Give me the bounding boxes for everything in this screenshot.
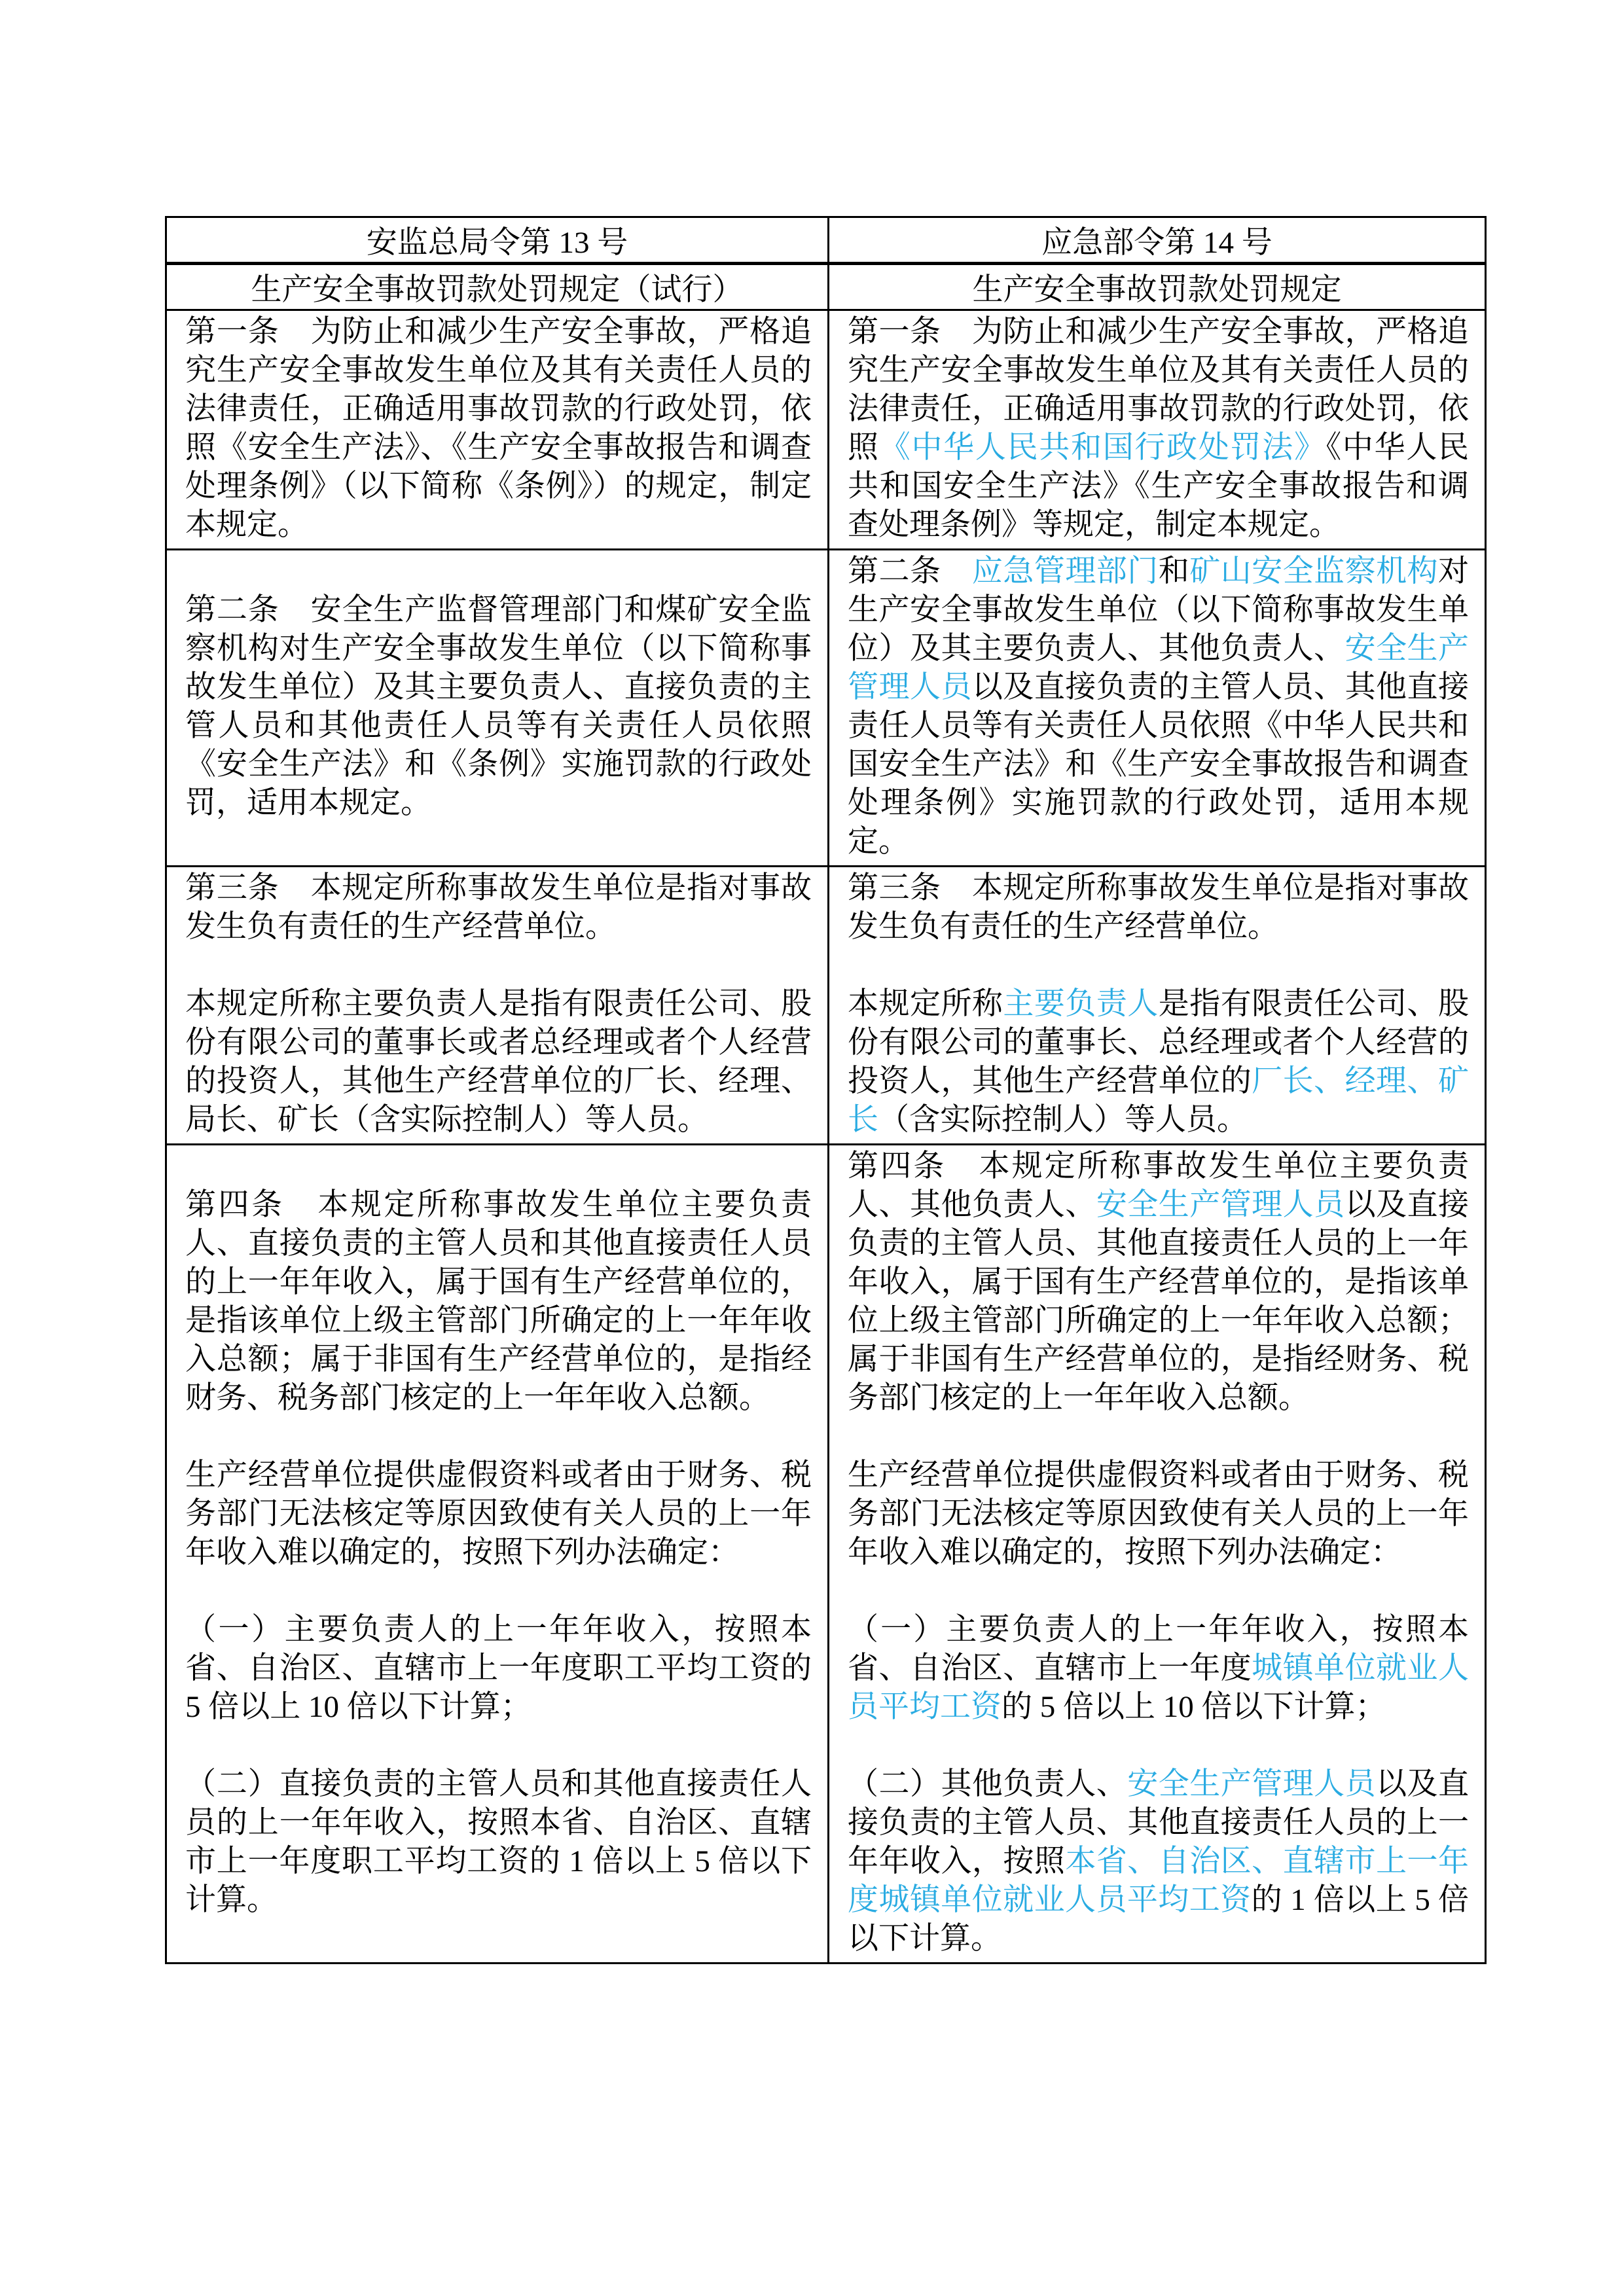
text-run: 第一条 为防止和减少生产安全事故，严格追究生产安全事故发生单位及其有关责任人员的法律责任，正确适用事故罚款的行政处罚，依照《安全生产法》、《生产安全事故报告和调查处理条例》（以下简称《条例》）的规定，制定本规定。 xyxy=(185,315,812,542)
revised-text: 《中华人民共和国行政处罚法》 xyxy=(879,431,1326,465)
old-cell-article-1 xyxy=(166,310,829,550)
text-run: （一）主要负责人的上一年年收入，按照本省、自治区、直辖市上一年度 xyxy=(848,1613,1469,1685)
text-run: 第四条 本规定所称事故发生单位主要负责人、其他负责人、 xyxy=(848,1149,1469,1222)
new-decree-header: 应急部令第 14 号 xyxy=(829,217,1486,264)
text-run: 第三条 本规定所称事故发生单位是指对事故发生负有责任的生产经营单位。 xyxy=(848,871,1469,944)
text-run: （二）其他负责人、 xyxy=(848,1767,1128,1801)
paragraph xyxy=(185,869,812,946)
text-run: 《中华人民共和国安全生产法》《生产安全事故报告和调查处理条例》等规定，制定本规定。 xyxy=(848,431,1470,542)
paragraph xyxy=(848,1765,1469,1958)
new-cell-article-4 xyxy=(829,1145,1486,1964)
blank-line xyxy=(185,1572,812,1611)
decree-header-row xyxy=(166,217,1486,264)
paragraph xyxy=(185,1456,812,1572)
text-run: 第四条 本规定所称事故发生单位主要负责人、直接负责的主管人员和其他直接责任人员的上一年年收入，属于国有生产经营单位的，是指该单位上级主管部门所确定的上一年年收入总额；属于非国有生产经营单位的，是指经财务、税务部门核定的上一年年收入总额。 xyxy=(185,1188,812,1415)
text-run: 的 5 倍以上 10 倍以下计算； xyxy=(1001,1690,1386,1724)
blank-line xyxy=(185,1147,812,1186)
blank-line xyxy=(185,946,812,985)
paragraph xyxy=(185,591,812,823)
revised-text: 主要负责人 xyxy=(1003,987,1159,1021)
paragraph xyxy=(848,869,1469,946)
revised-text: 本省、自治区、直辖市上一年度城镇单位就业人员平均工资 xyxy=(848,1844,1470,1917)
paragraph xyxy=(185,1765,812,1920)
paragraph xyxy=(185,985,812,1139)
old-cell-article-4 xyxy=(166,1145,829,1964)
paragraph xyxy=(848,1456,1469,1572)
blank-line xyxy=(848,1572,1469,1611)
old-decree-header: 安监总局令第 13 号 xyxy=(166,217,829,264)
paragraph xyxy=(848,1147,1469,1418)
blank-line xyxy=(185,1418,812,1456)
table-header xyxy=(166,217,1486,310)
comparison-row-article-3 xyxy=(166,867,1486,1145)
text-run: 生产经营单位提供虚假资料或者由于财务、税务部门无法核定等原因致使有关人员的上一年年收入难以确定的，按照下列办法确定： xyxy=(848,1458,1469,1570)
regulation-comparison-table xyxy=(165,216,1487,1964)
paragraph xyxy=(848,313,1469,545)
revised-text: 安全生产管理人员 xyxy=(1096,1188,1345,1222)
text-run: 和 xyxy=(1158,554,1190,588)
revised-text: 安全生产管理人员 xyxy=(1127,1767,1377,1801)
text-run: 生产经营单位提供虚假资料或者由于财务、税务部门无法核定等原因致使有关人员的上一年年收入难以确定的，按照下列办法确定： xyxy=(185,1458,812,1570)
blank-line xyxy=(848,1418,1469,1456)
text-run: （二）直接负责的主管人员和其他直接责任人员的上一年年收入，按照本省、自治区、直辖市上一年度职工平均工资的 1 倍以上 5 倍以下计算。 xyxy=(185,1767,812,1917)
revised-text: 安全生产管理人员 xyxy=(848,632,1470,704)
comparison-row-article-1 xyxy=(166,310,1486,550)
old-cell-article-2 xyxy=(166,550,829,867)
paragraph xyxy=(848,1611,1469,1727)
old-cell-article-3 xyxy=(166,867,829,1145)
new-cell-article-3 xyxy=(829,867,1486,1145)
text-run: 第三条 本规定所称事故发生单位是指对事故发生负有责任的生产经营单位。 xyxy=(185,871,812,944)
text-run: （一）主要负责人的上一年年收入，按照本省、自治区、直辖市上一年度职工平均工资的 5 倍以上 10 倍以下计算； xyxy=(185,1613,812,1724)
revised-text: 应急管理部门 xyxy=(971,554,1159,588)
old-title-header: 生产安全事故罚款处罚规定（试行） xyxy=(166,264,829,310)
text-run: 本规定所称主要负责人是指有限责任公司、股份有限公司的董事长或者总经理或者个人经营的投资人，其他生产经营单位的厂长、经理、局长、矿长（含实际控制人）等人员。 xyxy=(185,987,812,1137)
blank-line xyxy=(185,552,812,591)
text-run: 是指有限责任公司、股份有限公司的董事长、总经理或者个人经营的投资人，其他生产经营单位的 xyxy=(848,987,1470,1098)
text-run: 第二条 xyxy=(848,554,972,588)
paragraph xyxy=(185,313,812,545)
new-cell-article-2 xyxy=(829,550,1486,867)
text-run: （含实际控制人）等人员。 xyxy=(878,1103,1248,1137)
blank-line xyxy=(848,946,1469,985)
table-body xyxy=(166,310,1486,1964)
paragraph xyxy=(848,552,1469,861)
comparison-row-article-2 xyxy=(166,550,1486,867)
new-title-header: 生产安全事故罚款处罚规定 xyxy=(829,264,1486,310)
revised-text: 城镇单位就业人员平均工资 xyxy=(848,1651,1470,1724)
text-run: 第一条 为防止和减少生产安全事故，严格追究生产安全事故发生单位及其有关责任人员的法律责任，正确适用事故罚款的行政处罚，依照 xyxy=(848,315,1469,465)
text-run: 以及直接负责的主管人员、其他直接责任人员的上一年年收入，按照 xyxy=(848,1767,1470,1878)
text-run: 的 1 倍以上 5 倍以下计算。 xyxy=(848,1883,1470,1956)
paragraph xyxy=(848,985,1469,1139)
blank-line xyxy=(185,1727,812,1765)
text-run: 第二条 安全生产监督管理部门和煤矿安全监察机构对生产安全事故发生单位（以下简称事故发生单位）及其主要负责人、直接负责的主管人员和其他责任人员等有关责任人员依照《安全生产法》和《条例》实施罚款的行政处罚，适用本规定。 xyxy=(185,593,812,820)
comparison-row-article-4 xyxy=(166,1145,1486,1964)
paragraph xyxy=(185,1186,812,1418)
text-run: 以及直接负责的主管人员、其他直接责任人员等有关责任人员依照《中华人民共和国安全生产法》和《生产安全事故报告和调查处理条例》实施罚款的行政处罚，适用本规定。 xyxy=(848,670,1470,859)
text-run: 对生产安全事故发生单位（以下简称事故发生单位）及其主要负责人、其他负责人、 xyxy=(848,554,1470,666)
blank-line xyxy=(848,1727,1469,1765)
paragraph xyxy=(185,1611,812,1727)
revised-text: 厂长、经理、矿长 xyxy=(848,1064,1470,1137)
new-cell-article-1 xyxy=(829,310,1486,550)
title-header-row xyxy=(166,264,1486,310)
revised-text: 矿山安全监察机构 xyxy=(1189,554,1439,588)
text-run: 以及直接负责的主管人员、其他直接责任人员的上一年年收入，属于国有生产经营单位的，是指该单位上级主管部门所确定的上一年年收入总额；属于非国有生产经营单位的，是指经财务、税务部门核定的上一年年收入总额。 xyxy=(848,1188,1470,1415)
text-run: 本规定所称 xyxy=(848,987,1003,1021)
